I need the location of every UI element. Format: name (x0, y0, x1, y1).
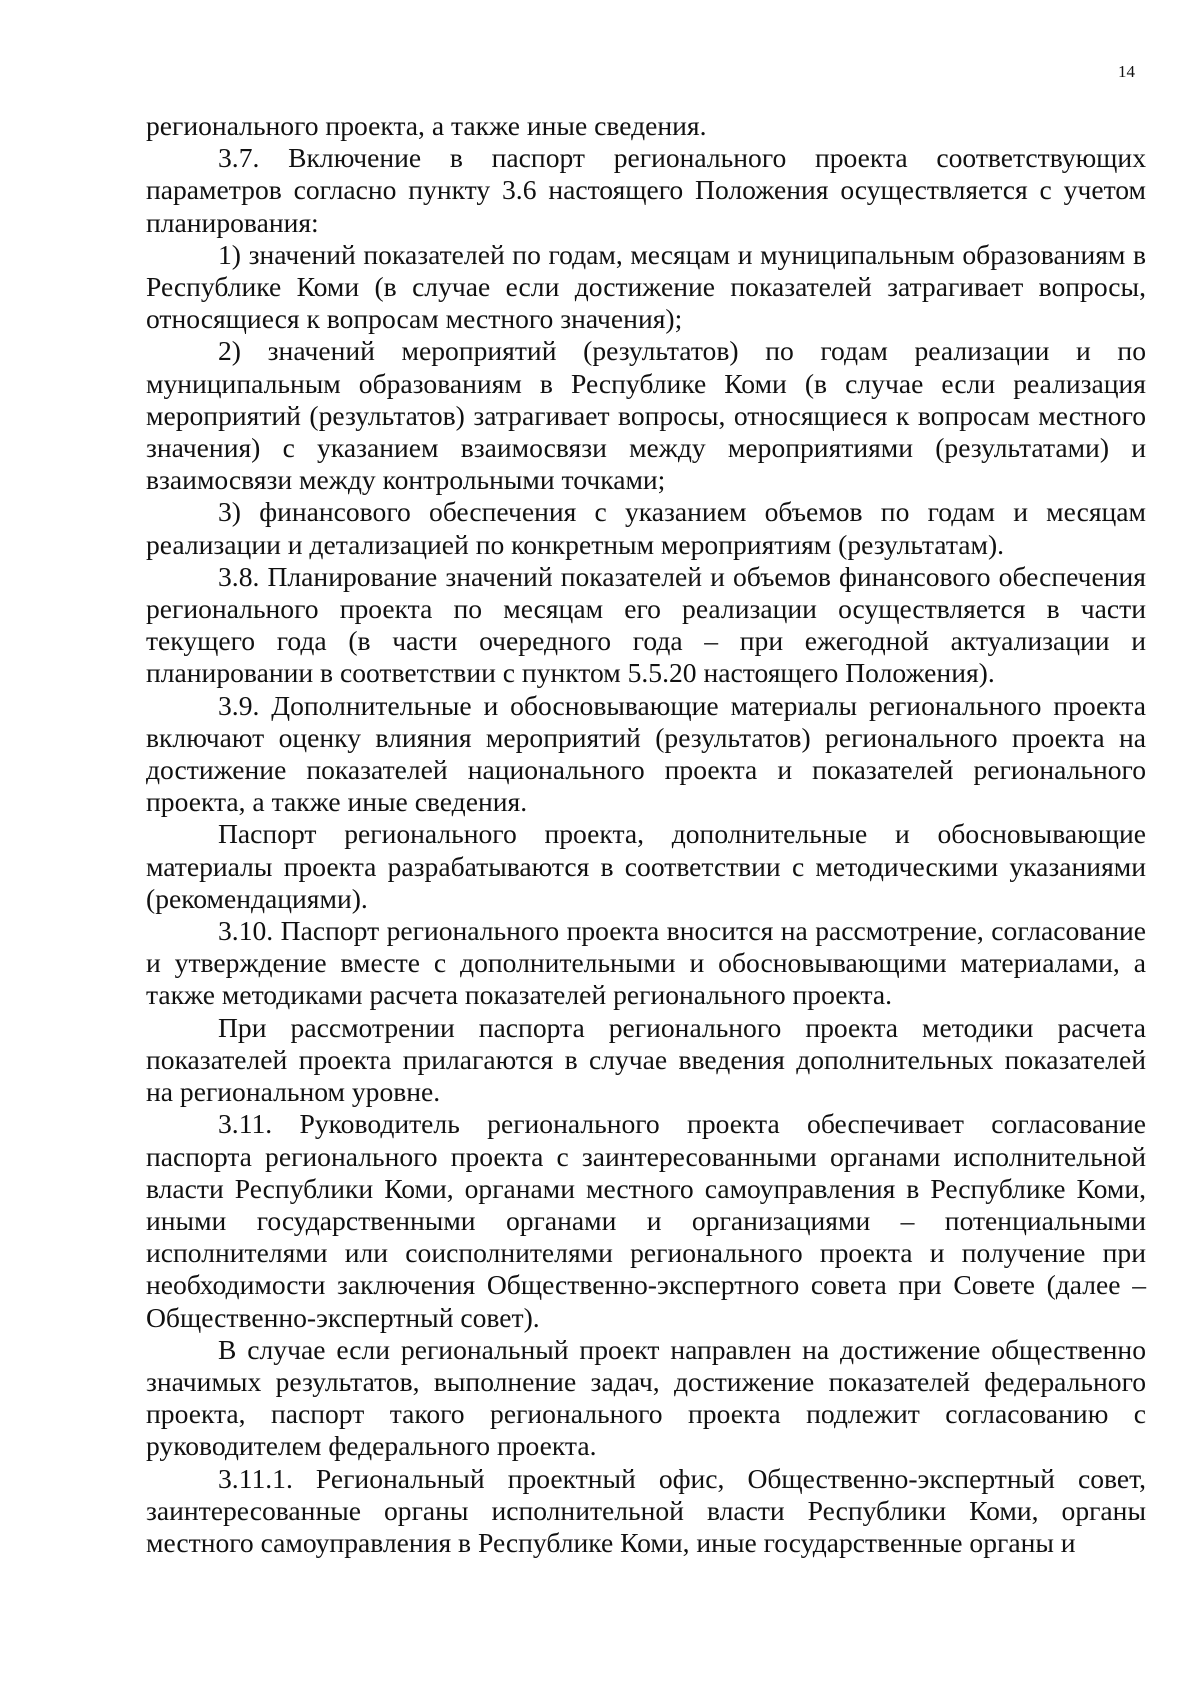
paragraph-3-8: 3.8. Планирование значений показателей и объемов финансового обеспечения регионального проекта по месяцам его реализации осуществляется в части текущего года (в части очередного года – при ежегодной актуализации и планировании в соответствии с пунктом 5.5.20 настоящего Положения). (146, 560, 1146, 689)
document-body (146, 110, 1146, 1559)
paragraph-3-7: 3.7. Включение в паспорт регионального проекта соответствующих параметров согласно пункту 3.6 настоящего Положения осуществляется с учетом планирования: (146, 142, 1146, 238)
list-item-1: 1) значений показателей по годам, месяцам и муниципальным образованиям в Республике Коми (в случае если достижение показателей затрагивает вопросы, относящиеся к вопросам местного значения); (146, 238, 1146, 335)
list-item-3: 3) финансового обеспечения с указанием объемов по годам и месяцам реализации и детализацией по конкретным мероприятиям (результатам). (146, 496, 1146, 560)
list-item-2: 2) значений мероприятий (результатов) по годам реализации и по муниципальным образованиям в Республике Коми (в случае если реализация мероприятий (результатов) затрагивает вопросы, относящиеся к вопросам местного значения) с указанием взаимосвязи между мероприятиями (результатами) и взаимосвязи между контрольными точками; (146, 335, 1146, 496)
paragraph-methods-review: При рассмотрении паспорта регионального проекта методики расчета показателей проекта прилагаются в случае введения дополнительных показателей на региональном уровне. (146, 1011, 1146, 1108)
paragraph-3-9: 3.9. Дополнительные и обосновывающие материалы регионального проекта включают оценку влияния мероприятий (результатов) регионального проекта на достижение показателей национального проекта и показателей регионального проекта, а также иные сведения. (146, 689, 1146, 818)
paragraph-3-10: 3.10. Паспорт регионального проекта вносится на рассмотрение, согласование и утверждение вместе с дополнительными и обосновывающими материалами, а также методиками расчета показателей регионального проекта. (146, 915, 1146, 1011)
paragraph-continuation: регионального проекта, а также иные сведения. (146, 110, 707, 141)
page-number: 14 (1118, 62, 1135, 81)
paragraph-3-11: 3.11. Руководитель регионального проекта обеспечивает согласование паспорта регионального проекта с заинтересованными органами исполнительной власти Республики Коми, органами местного самоуправления в Республике Коми, иными государственными органами и организациями – потенциальными исполнителями или соисполнителями регионального проекта и получение при необходимости заключения Общественно-экспертного совета при Совете (далее – Общественно-экспертный совет). (146, 1108, 1146, 1333)
paragraph-passport-materials: Паспорт регионального проекта, дополнительные и обосновывающие материалы проекта разрабатываются в соответствии с методическими указаниями (рекомендациями). (146, 818, 1146, 914)
paragraph-3-11-1: 3.11.1. Региональный проектный офис, Общественно-экспертный совет, заинтересованные органы исполнительной власти Республики Коми, органы местного самоуправления в Республике Коми, иные государственные органы и (146, 1462, 1146, 1558)
paragraph-federal-approval: В случае если региональный проект направлен на достижение общественно значимых результатов, выполнение задач, достижение показателей федерального проекта, паспорт такого регионального проекта подлежит согласованию с руководителем федерального проекта. (146, 1333, 1146, 1462)
